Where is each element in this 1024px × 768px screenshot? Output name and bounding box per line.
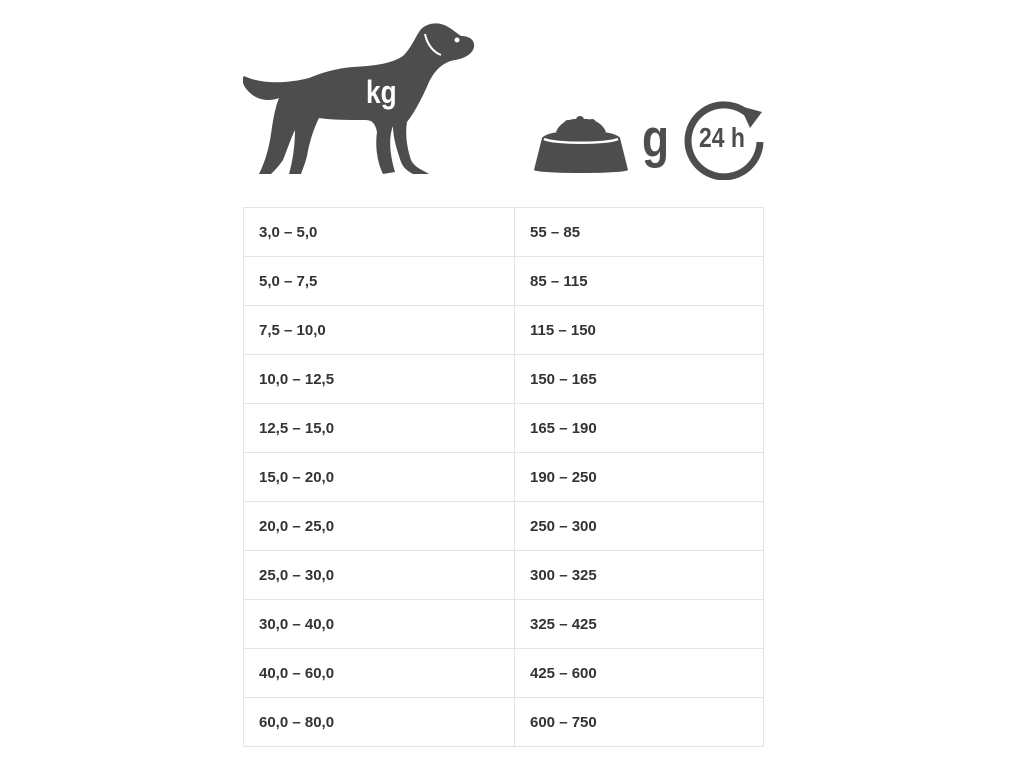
weight-range-cell: 60,0 – 80,0 [244,698,515,747]
table-row [244,502,764,551]
daily-grams-cell: 250 – 300 [515,502,764,551]
weight-range-cell: 3,0 – 5,0 [244,208,515,257]
daily-grams-cell: 85 – 115 [515,257,764,306]
weight-range-cell: 7,5 – 10,0 [244,306,515,355]
table-row [244,698,764,747]
weight-range-cell: 30,0 – 40,0 [244,600,515,649]
daily-grams-cell: 115 – 150 [515,306,764,355]
weight-range-cell: 5,0 – 7,5 [244,257,515,306]
table-row [244,355,764,404]
weight-range-cell: 15,0 – 20,0 [244,453,515,502]
daily-grams-cell: 425 – 600 [515,649,764,698]
daily-grams-cell: 55 – 85 [515,208,764,257]
daily-grams-cell: 600 – 750 [515,698,764,747]
weight-range-cell: 12,5 – 15,0 [244,404,515,453]
feeding-table-body [244,208,764,747]
table-row [244,404,764,453]
weight-range-cell: 10,0 – 12,5 [244,355,515,404]
feeding-table [243,207,764,747]
portion-unit-label: g [642,109,670,169]
daily-grams-cell: 325 – 425 [515,600,764,649]
table-row [244,600,764,649]
weight-range-cell: 25,0 – 30,0 [244,551,515,600]
table-row [244,208,764,257]
weight-range-cell: 40,0 – 60,0 [244,649,515,698]
period-label: 24 h [699,122,745,153]
table-row [244,551,764,600]
table-row [244,257,764,306]
table-row [244,453,764,502]
daily-grams-cell: 300 – 325 [515,551,764,600]
food-bowl-icon [534,114,628,174]
table-row [244,306,764,355]
daily-grams-cell: 150 – 165 [515,355,764,404]
daily-grams-cell: 165 – 190 [515,404,764,453]
weight-range-cell: 20,0 – 25,0 [244,502,515,551]
dog-icon [243,22,475,174]
table-row [244,649,764,698]
weight-unit-label: kg [366,74,397,110]
daily-grams-cell: 190 – 250 [515,453,764,502]
